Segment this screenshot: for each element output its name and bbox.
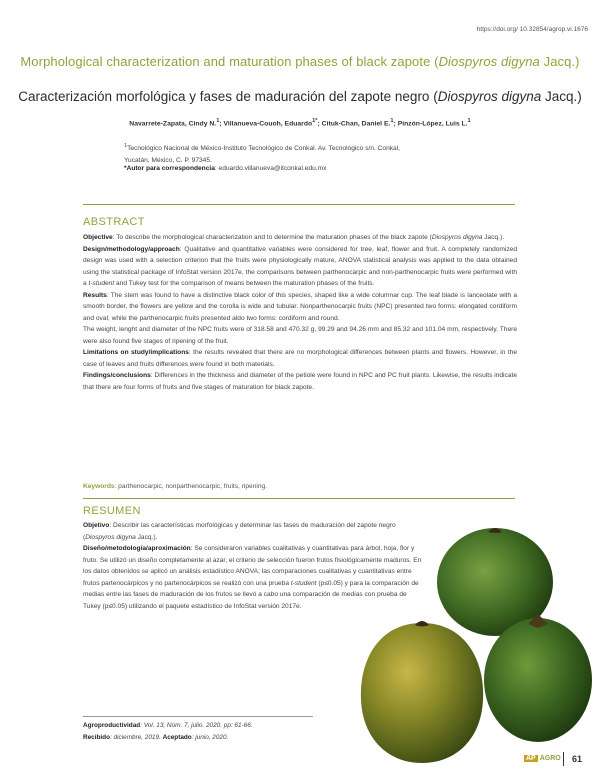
abstract-heading: ABSTRACT bbox=[83, 216, 145, 228]
received-accepted: Recibido: diciembre, 2019. Aceptado: junio, 2020. bbox=[83, 734, 229, 741]
abstract-body bbox=[83, 232, 517, 393]
abstract-findings: Findings/conclusions: Differences in the thickness and diameter of the petiole were found in NPC and PC fruit plants. Likewise, the results indicate that there are four forms of fruits and five stages of maturation for black zapote. bbox=[83, 372, 517, 391]
abstract-objective: Objective: To describe the morphological characterization and to determine the maturation phases of the black zapote (Diospyros digyna Jacq.). bbox=[83, 234, 505, 241]
section-divider-2 bbox=[83, 498, 515, 499]
author-list: Navarrete-Zapata, Cindy N.$^1$; Villanueva-Couoh, Eduardo$^{1*}$; Cituk-Chan, Daniel E.$^1$; Pinzón-López, Luis L.$^1$ bbox=[129, 118, 471, 128]
title-english: Morphological characterization and maturation phases of black zapote (Diospyros digyna Jacq.) bbox=[20, 54, 580, 69]
affiliation: $^1$Tecnológico Nacional de México-Instituto Tecnológico de Conkal. Av. Tecnológico s/n. Conkal, Yucatán, México, C. P. 97345. bbox=[124, 143, 401, 165]
page-separator bbox=[563, 752, 564, 766]
citation-footer bbox=[83, 720, 253, 744]
resumen-diseno: Diseño/metodología/aproximación: Se consideraron variables cualitativas y cuantitativas para árbol, hoja, flor y fruto. Se utilizó un diseño completamente al azar, el criterio de selección fueron frutos fisiológicamente maduros. En los datos obtenidos se aplicó un análisis estadístico ANOVA; las comparaciones cualitativas y cuantitativas entre frutos partenocárpicos y no partenocárpicos se realizó con una prueba t-student (p≤0.05) y para la comparación de medias entre las fases de maduración de los frutos se llevó a cabo una comparación de medias con prueba de Tukey (p≤0.05) utilizando el paquete estadístico de InfoStat versión 2017e. bbox=[83, 545, 422, 610]
title-spanish: Caracterización morfológica y fases de maduración del zapote negro (Diospyros digyna Jacq.) bbox=[18, 89, 582, 104]
resumen-heading: RESUMEN bbox=[83, 505, 141, 517]
abstract-results: Results: The stem was found to have a distinctive black color of this species, shaped like a wide columnar cup. The leaf blade is lanceolate with a smooth border, the flowers are yellow and the corolla is wide and tubular. Nonparthenocarpic fruits (NPC) presented two forms: elongated cordiform and oval; while the parthenocarpic fruits presented aldo two forms: cordiform and round. bbox=[83, 291, 517, 322]
resumen-objetivo: Objetivo: Describir las características morfológicas y determinar las fases de maduración del zapote negro (Diospyros digyna Jacq.). bbox=[83, 522, 396, 541]
doi-link[interactable]: https://doi.org/ 10.32854/agrop.vi.1676 bbox=[476, 26, 588, 33]
abstract-design: Design/methodology/approach: Qualitative and quantitative variables were considered for tree, leaf, flower and fruit. A completely randomized design was used with a selection criterion that the fruits were physiologically mature, ANOVA statistical analysis was applied to the data obtained using the statistical package of InfoStat version 2017e, the comparisons between parthenocarpic and non-parthenocarpic fruits were performed with a t-student and Tukey test for the comparison of means between the maturation phases of the fruits. bbox=[83, 245, 517, 287]
page-number: 61 bbox=[572, 754, 583, 764]
keywords: Keywords: parthenocarpic, nonparthenocarpic, fruits, ripening. bbox=[83, 483, 267, 490]
journal-logo: AP AGRO bbox=[526, 755, 561, 762]
abstract-results-values: The weight, lenght and diameter of the NPC fruits were of 318.58 and 470.32 g, 99.29 and 94.26 mm and 85.32 and 101.04 mm, respectively. There were also found five stages of ripening of the fruit. bbox=[83, 326, 517, 345]
black-zapote-fruit-icon bbox=[355, 615, 490, 765]
black-zapote-fruit-icon bbox=[480, 610, 595, 745]
footer-divider bbox=[83, 716, 313, 717]
section-divider bbox=[83, 204, 515, 205]
corresponding-author: *Autor para correspondencia: eduardo.villanueva@itconkal.edu.mx bbox=[124, 165, 327, 172]
journal-citation: Agroproductividad: Vol. 13, Núm. 7, julio. 2020. pp: 61-66. bbox=[83, 722, 253, 729]
abstract-limitations: Limitations on study/implications: the results revealed that there are no morphological differences between plants and flowers. However, in the case of leaves and fruits differences were found in both materials. bbox=[83, 349, 517, 368]
resumen-body bbox=[83, 520, 423, 612]
